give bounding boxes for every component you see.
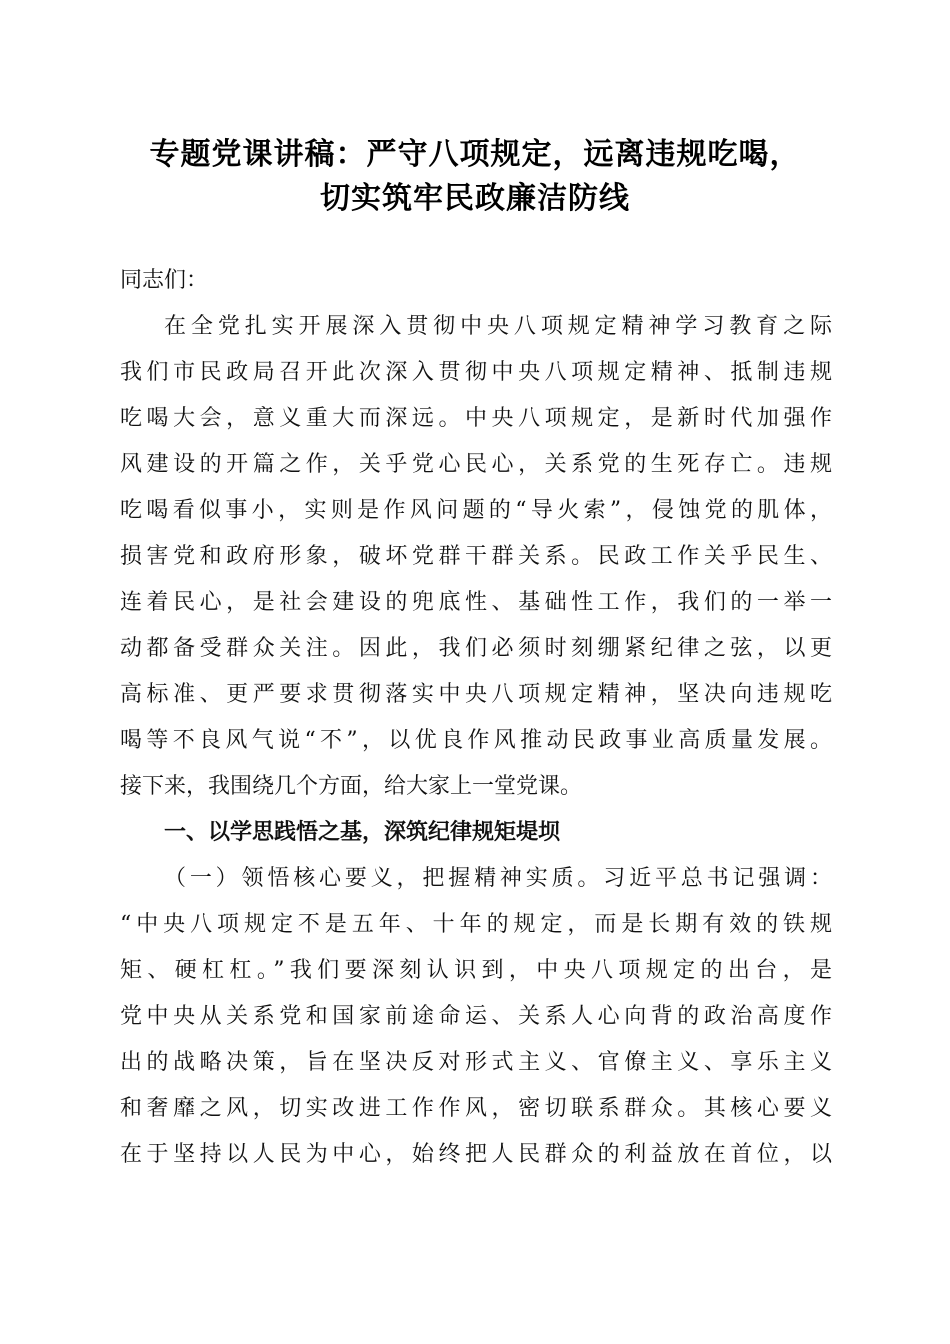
paragraph-line: 高标准、更严要求贯彻落实中央八项规定精神，坚决向违规吃 [120,682,832,707]
paragraph-line: 吃喝看似事小，实则是作风问题的“导火索”，侵蚀党的肌体， [120,498,832,523]
paragraph-line: 风建设的开篇之作，关乎党心民心，关系党的生死存亡。违规 [120,452,832,477]
paragraph-line: 我们市民政局召开此次深入贯彻中央八项规定精神、抵制违规 [120,360,832,385]
paragraph-line: 损害党和政府形象，破坏党群干群关系。民政工作关乎民生、 [120,544,832,569]
title-line-2: 切实筑牢民政廉洁防线 [320,181,630,216]
paragraph-line: 在于坚持以人民为中心，始终把人民群众的利益放在首位，以 [120,1142,832,1167]
document-title [0,133,950,221]
section-heading-1: 一、以学思践悟之基，深筑纪律规矩堤坝 [164,820,561,845]
paragraph-line: （一）领悟核心要义，把握精神实质。习近平总书记强调： [164,866,832,891]
title-line-1: 专题党课讲稿：严守八项规定，远离违规吃喝， [149,137,801,172]
paragraph-section1 [120,856,832,1178]
paragraph-line: 在全党扎实开展深入贯彻中央八项规定精神学习教育之际 [164,314,832,339]
paragraph-line: 动都备受群众关注。因此，我们必须时刻绷紧纪律之弦，以更 [120,636,832,661]
paragraph-line: “中央八项规定不是五年、十年的规定，而是长期有效的铁规 [120,912,832,937]
salutation: 同志们： [120,268,209,293]
paragraph-line: 矩、硬杠杠。”我们要深刻认识到，中央八项规定的出台，是 [120,958,832,983]
paragraph-line: 喝等不良风气说“不”，以优良作风推动民政事业高质量发展。 [120,728,832,753]
paragraph-intro [120,304,832,810]
paragraph-line: 吃喝大会，意义重大而深远。中央八项规定，是新时代加强作 [120,406,832,431]
document-body [120,258,832,1178]
paragraph-line: 连着民心，是社会建设的兜底性、基础性工作，我们的一举一 [120,590,832,615]
paragraph-line: 和奢靡之风，切实改进工作作风，密切联系群众。其核心要义 [120,1096,832,1121]
paragraph-line: 出的战略决策，旨在坚决反对形式主义、官僚主义、享乐主义 [120,1050,832,1075]
paragraph-line: 接下来，我围绕几个方面，给大家上一堂党课。 [120,774,583,799]
paragraph-line: 党中央从关系党和国家前途命运、关系人心向背的政治高度作 [120,1004,832,1029]
